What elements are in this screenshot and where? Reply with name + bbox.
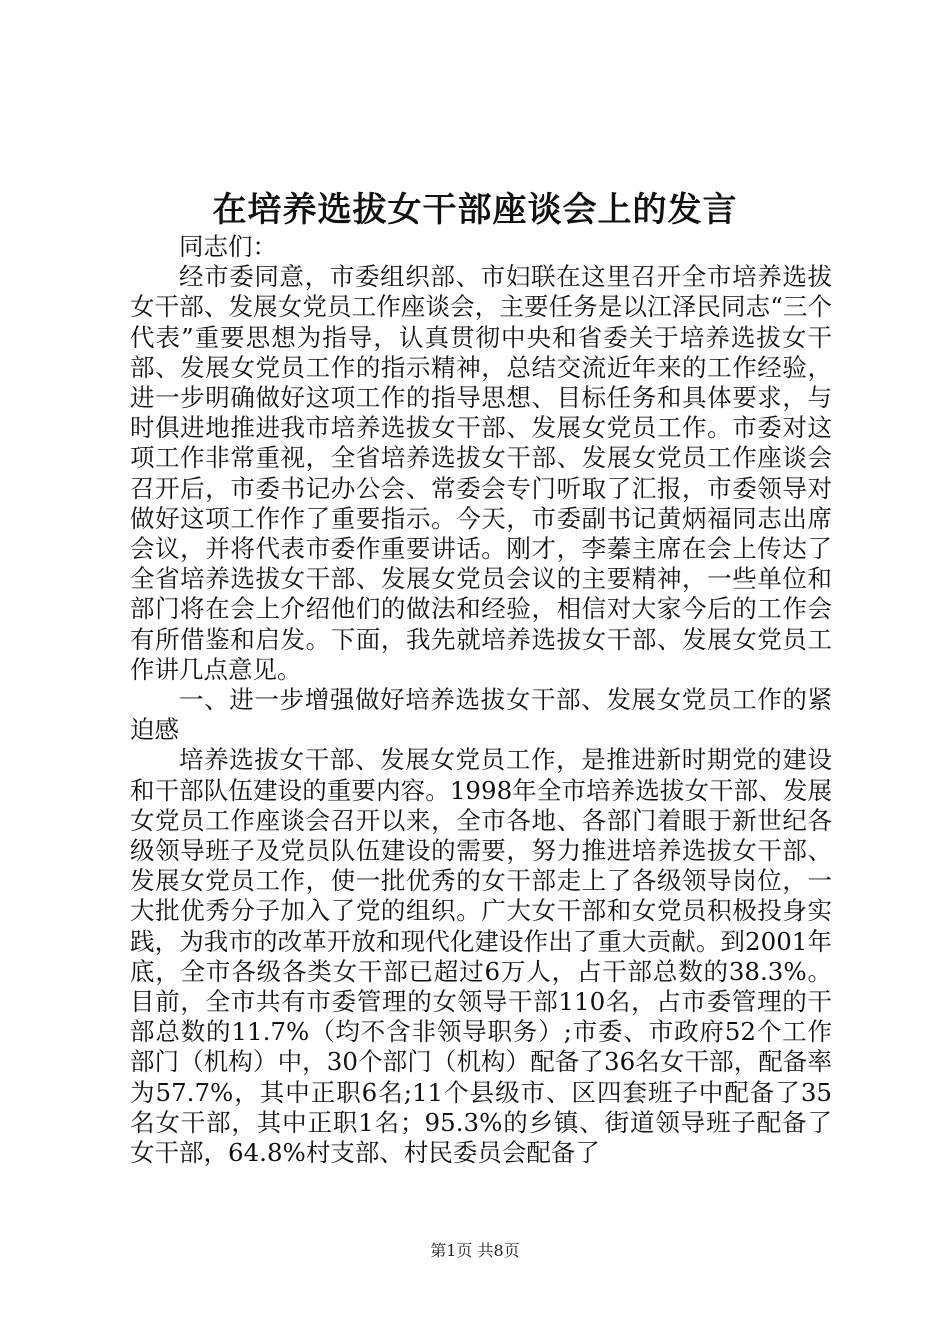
document-title: 在培养选拔女干部座谈会上的发言	[212, 190, 738, 230]
body-paragraph: 培养选拔女干部、发展女党员工作，是推进新时期党的建设和干部队伍建设的重要内容。1998年全市培养选拔女干部、发展女党员工作座谈会召开以来，全市各地、各部门着眼于新世纪各级领导班子及党员队伍建设的需要，努力推进培养选拔女干部、发展女党员工作，使一批优秀的女干部走上了各级领导岗位，一大批优秀分子加入了党的组织。广大女干部和女党员积极投身实践，为我市的改革开放和现代化建设作出了重大贡献。到2001年底，全市各级各类女干部已超过6万人，占干部总数的38.3%。目前，全市共有市委管理的女领导干部110名，占市委管理的干部总数的11.7%（均不含非领导职务）;市委、市政府52个工作部门（机构）中，30个部门（机构）配备了36名女干部，配备率为57.7%，其中正职6名;11个县级市、区四套班子中配备了35名女干部，其中正职1名；95.3%的乡镇、街道领导班子配备了女干部，64.8%村支部、村民委员会配备了	[130, 745, 832, 1168]
salutation: 同志们：	[179, 232, 277, 261]
document-body	[130, 232, 832, 1168]
intro-paragraph: 经市委同意，市委组织部、市妇联在这里召开全市培养选拔女干部、发展女党员工作座谈会，主要任务是以江泽民同志“三个代表”重要思想为指导，认真贯彻中央和省委关于培养选拔女干部、发展女党员工作的指示精神，总结交流近年来的工作经验，进一步明确做好这项工作的指导思想、目标任务和具体要求，与时俱进地推进我市培养选拔女干部、发展女党员工作。市委对这项工作非常重视，全省培养选拔女干部、发展女党员工作座谈会召开后，市委书记办公会、常委会专门听取了汇报，市委领导对做好这项工作作了重要指示。今天，市委副书记黄炳福同志出席会议，并将代表市委作重要讲话。刚才，李蓁主席在会上传达了全省培养选拔女干部、发展女党员会议的主要精神，一些单位和部门将在会上介绍他们的做法和经验，相信对大家今后的工作会有所借鉴和启发。下面，我先就培养选拔女干部、发展女党员工作讲几点意见。	[130, 262, 832, 684]
section-heading: 一、进一步增强做好培养选拔女干部、发展女党员工作的紧迫感	[130, 685, 832, 745]
page-number: 第1页 共8页	[430, 1241, 520, 1260]
